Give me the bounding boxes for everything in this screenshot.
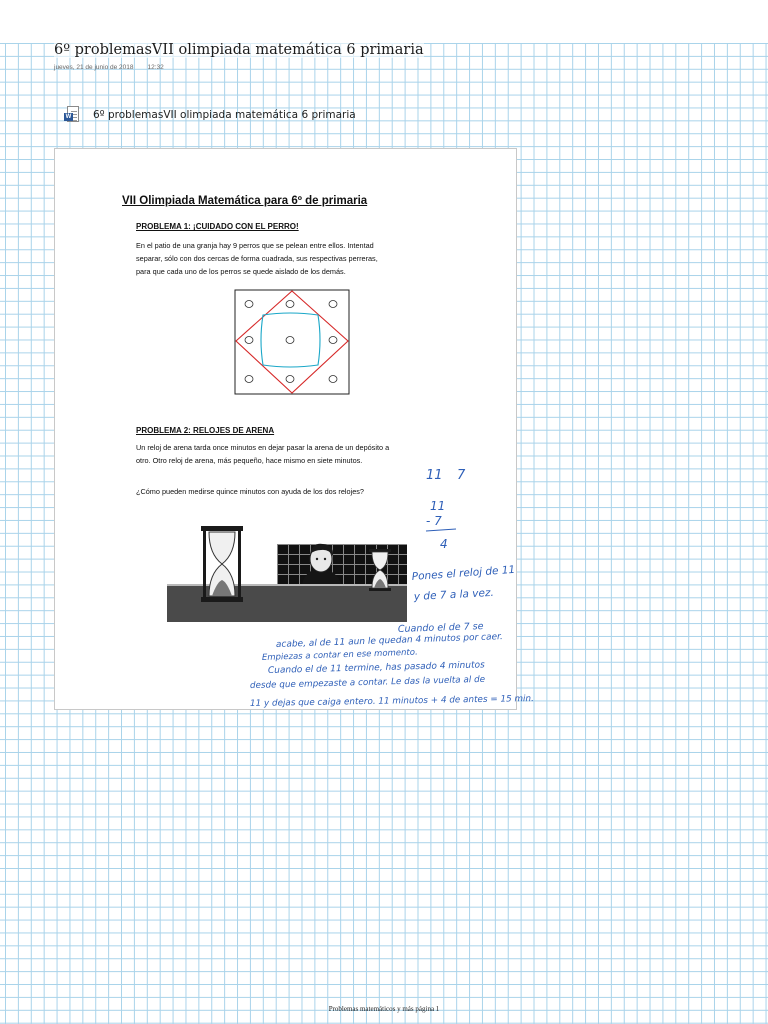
problem1-heading: PROBLEMA 1: ¡CUIDADO CON EL PERRO! — [136, 222, 299, 231]
hw-note: Empiezas a contar en ese momento. — [261, 647, 418, 663]
hw-subtraction-line — [426, 529, 456, 531]
hw-subtraction: - 7 — [426, 514, 442, 528]
hw-number: 7 — [457, 468, 466, 483]
problem2-line: Un reloj de arena tarda once minutos en dejar pasar la arena de un depósito a — [136, 443, 390, 452]
word-document-icon: W — [64, 106, 80, 123]
hw-note: y de 7 a la vez. — [413, 586, 495, 603]
note-time: 12:32 — [147, 64, 164, 71]
hw-subtraction: 4 — [440, 537, 448, 551]
attachment-label: 6º problemasVII olimpiada matemática 6 primaria — [93, 108, 356, 121]
hw-note: Cuando el de 11 termine, has pasado 4 minutos — [267, 660, 485, 676]
hw-note: Pones el reloj de 11 — [411, 563, 516, 583]
problem2-heading: PROBLEMA 2: RELOJES DE ARENA — [136, 426, 275, 435]
problem1-line: para que cada uno de los perros se quede aislado de los demás. — [136, 267, 346, 276]
hw-note: 11 y dejas que caiga entero. 11 minutos + 4 de antes = 15 min. — [249, 694, 534, 709]
hw-note: Cuando el de 7 se — [397, 621, 484, 635]
document-title: VII Olimpiada Matemática para 6º de primaria — [122, 195, 368, 207]
page-title: 6º problemasVII olimpiada matemática 6 primaria — [54, 42, 424, 58]
note-date: jueves, 21 de junio de 2018 — [54, 64, 134, 71]
page-footer: Problemas matemáticos y más página 1 — [328, 1005, 440, 1013]
hw-number: 11 — [426, 468, 443, 483]
problem2-line: otro. Otro reloj de arena, más pequeño, hace mismo en siete minutos. — [136, 456, 363, 465]
hw-subtraction: 11 — [430, 499, 446, 513]
problem2-question: ¿Cómo pueden medirse quince minutos con ayuda de los dos relojes? — [136, 487, 364, 496]
hw-note: desde que empezaste a contar. Le das la vuelta al de — [249, 674, 486, 691]
hw-note: acabe, al de 11 aun le quedan 4 minutos por caer. — [275, 632, 504, 650]
problem1-line: separar, sólo con dos cercas de forma cuadrada, sus respectivas perreras, — [136, 254, 378, 263]
problem1-line: En el patio de una granja hay 9 perros que se pelean entre ellos. Intentad — [136, 241, 374, 250]
